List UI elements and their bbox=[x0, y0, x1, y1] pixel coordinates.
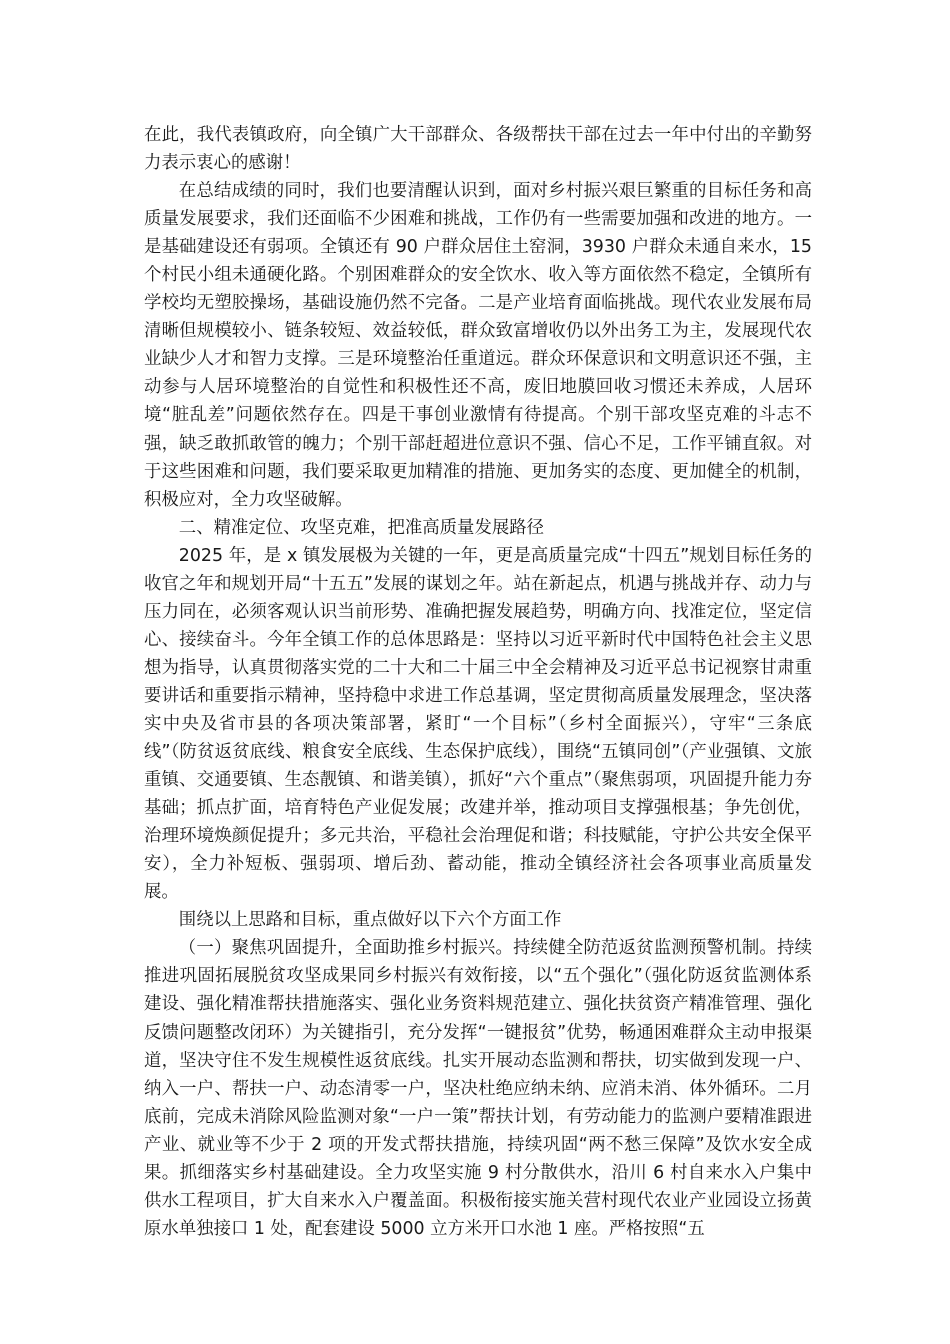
section-heading-two: 二、精准定位、攻坚克难，把准高质量发展路径 bbox=[178, 517, 545, 538]
paragraph-rural-revitalization: （一）聚焦巩固提升，全面助推乡村振兴。持续健全防范返贫监测预警机制。持续推进巩固拓展脱贫攻坚成果同乡村振兴有效衔接，以“五个强化”（强化防返贫监测体系建设、强化精准帮扶措施落实、强化业务资料规范建立、强化扶贫资产精准管理、强化反馈问题整改闭环）为关键指引，充分发挥“一键报贫”优势，畅通困难群众主动申报渠道，坚决守住不发生规模性返贫底线。扎实开展动态监测和帮扶，切实做到发现一户、纳入一户、帮扶一户、动态清零一户，坚决杜绝应纳未纳、应消未消、体外循环。二月底前，完成未消除风险监测对象“一户一策”帮扶计划，有劳动能力的监测户要精准跟进产业、就业等不少于 2 项的开发式帮扶措施，持续巩固“两不愁三保障”及饮水安全成果。抓细落实乡村基础建设。全力攻坚实施 9 村分散供水，沿川 6 村自来水入户集中供水工程项目，扩大自来水入户覆盖面。积极衔接实施关营村现代农业产业园设立扬黄原水单独接口 1 处，配套建设 5000 立方米开口水池 1 座。严格按照“五 bbox=[144, 938, 812, 1239]
document-body bbox=[144, 121, 812, 1243]
paragraph-closing-thanks: 在此，我代表镇政府，向全镇广大干部群众、各级帮扶干部在过去一年中付出的辛勤努力表示衷心的感谢！ bbox=[144, 125, 812, 174]
paragraph-challenges: 在总结成绩的同时，我们也要清醒认识到，面对乡村振兴艰巨繁重的目标任务和高质量发展要求，我们还面临不少困难和挑战，工作仍有一些需要加强和改进的地方。一是基础建设还有弱项。全镇还有 90 户群众居住土窑洞，3930 户群众未通自来水，15 个村民小组未通硬化路。个别困难群众的安全饮水、收入等方面依然不稳定，全镇所有学校均无塑胶操场，基础设施仍然不完备。二是产业培育面临挑战。现代农业发展布局清晰但规模较小、链条较短、效益较低，群众致富增收仍以外出务工为主，发展现代农业缺少人才和智力支撑。三是环境整治任重道远。群众环保意识和文明意识还不强，主动参与人居环境整治的自觉性和积极性还不高，废旧地膜回收习惯还未养成，人居环境“脏乱差”问题依然存在。四是干事创业激情有待提高。个别干部攻坚克难的斗志不强，缺乏敢抓敢管的魄力；个别干部赶超进位意识不强、信心不足，工作平铺直叙。对于这些困难和问题，我们要采取更加精准的措施、更加务实的态度、更加健全的机制，积极应对，全力攻坚破解。 bbox=[144, 181, 812, 510]
paragraph-six-areas-intro: 围绕以上思路和目标，重点做好以下六个方面工作 bbox=[178, 910, 562, 931]
paragraph-overall-approach: 2025 年，是 x 镇发展极为关键的一年，更是高质量完成“十四五”规划目标任务的收官之年和规划开局“十五五”发展的谋划之年。站在新起点，机遇与挑战并存、动力与压力同在，必须客观认识当前形势、准确把握发展趋势，明确方向、找准定位，坚定信心、接续奋斗。今年全镇工作的总体思路是：坚持以习近平新时代中国特色社会主义思想为指导，认真贯彻落实党的二十大和二十届三中全会精神及习近平总书记视察甘肃重要讲话和重要指示精神，坚持稳中求进工作总基调，坚定贯彻高质量发展理念，坚决落实中央及省市县的各项决策部署，紧盯“一个目标”（乡村全面振兴），守牢“三条底线”（防贫返贫底线、粮食安全底线、生态保护底线），围绕“五镇同创”（产业强镇、文旅重镇、交通要镇、生态靓镇、和谐美镇），抓好“六个重点”（聚焦弱项，巩固提升能力夯基础；抓点扩面，培育特色产业促发展；改建并举，推动项目支撑强根基；争先创优，治理环境焕颜促提升；多元共治，平稳社会治理促和谐；科技赋能，守护公共安全保平安），全力补短板、强弱项、增后劲、蓄动能，推动全镇经济社会各项事业高质量发展。 bbox=[144, 545, 812, 903]
